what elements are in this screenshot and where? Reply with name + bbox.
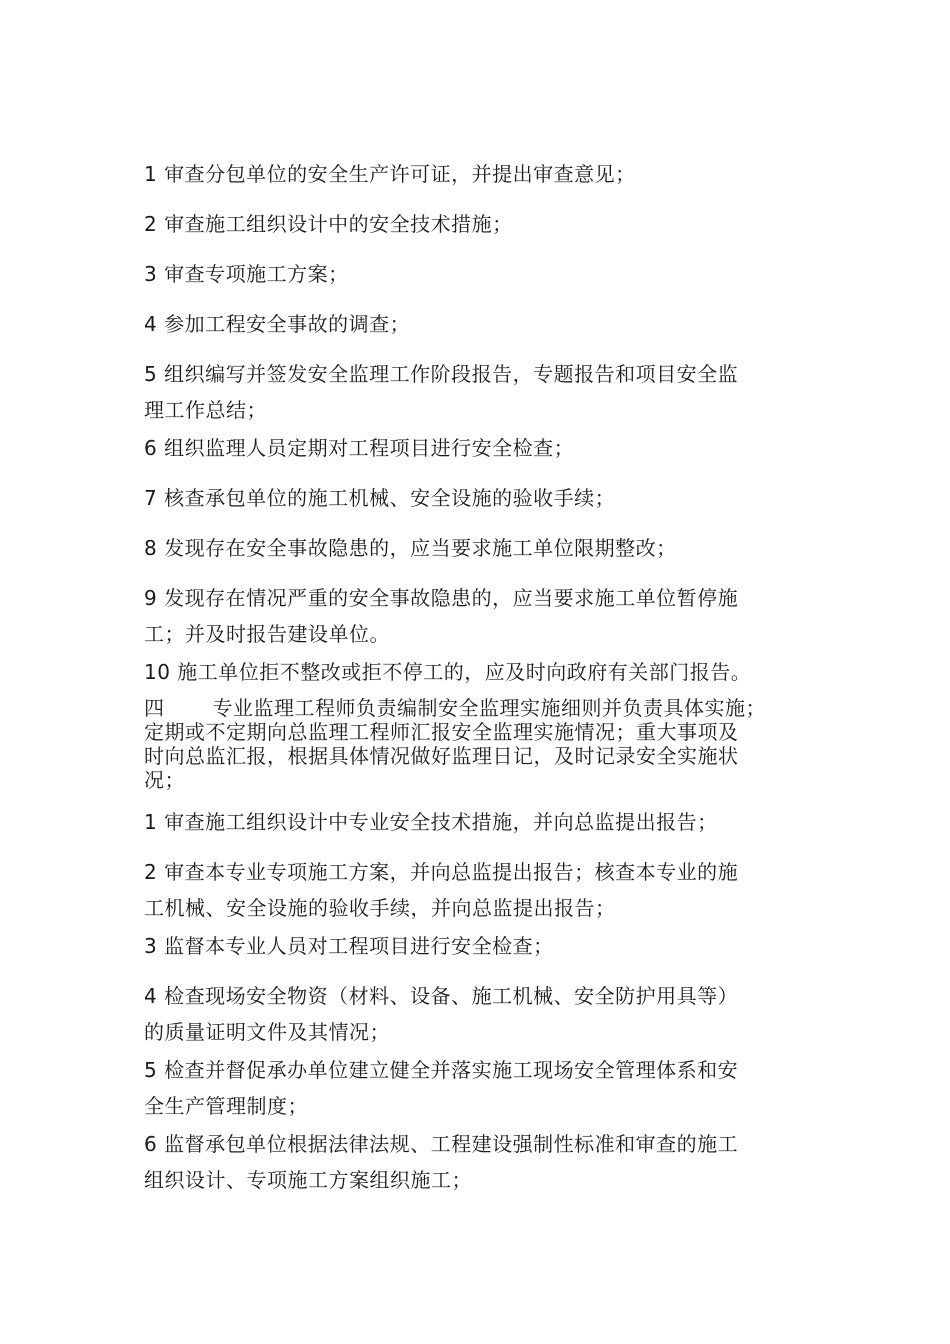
text-line: 的质量证明文件及其情况；: [144, 1020, 390, 1044]
text-line: 组织设计、专项施工方案组织施工；: [144, 1168, 472, 1192]
text-line: 6 监督承包单位根据法律法规、工程建设强制性标准和审查的施工: [144, 1132, 739, 1156]
text-line: 3 监督本专业人员对工程项目进行安全检查；: [144, 934, 554, 958]
text-line: 况；: [144, 768, 185, 792]
text-line: 5 检查并督促承办单位建立健全并落实施工现场安全管理体系和安: [144, 1058, 739, 1082]
text-line: 工；并及时报告建设单位。: [144, 622, 390, 646]
text-line: 定期或不定期向总监理工程师汇报安全监理实施情况；重大事项及: [144, 720, 739, 744]
section-number: 四: [144, 696, 165, 720]
text-line: 1 审查施工组织设计中专业安全技术措施，并向总监提出报告；: [144, 810, 718, 834]
text-line: 全生产管理制度；: [144, 1094, 308, 1118]
text-line: 9 发现存在情况严重的安全事故隐患的，应当要求施工单位暂停施: [144, 586, 739, 610]
text-line: 时向总监汇报，根据具体情况做好监理日记，及时记录安全实施状: [144, 744, 739, 768]
text-line: 7 核查承包单位的施工机械、安全设施的验收手续；: [144, 486, 616, 510]
text-line: 1 审查分包单位的安全生产许可证，并提出审查意见；: [144, 162, 636, 186]
section-text: 专业监理工程师负责编制安全监理实施细则并负责具体实施；: [212, 696, 766, 720]
text-line: 理工作总结；: [144, 398, 267, 422]
text-line: 2 审查施工组织设计中的安全技术措施；: [144, 212, 513, 236]
text-line: 5 组织编写并签发安全监理工作阶段报告，专题报告和项目安全监: [144, 362, 739, 386]
text-line: 工机械、安全设施的验收手续，并向总监提出报告；: [144, 896, 616, 920]
text-line: 10 施工单位拒不整改或拒不停工的，应及时向政府有关部门报告。: [144, 660, 752, 684]
text-line: 6 组织监理人员定期对工程项目进行安全检查；: [144, 436, 575, 460]
text-line: 8 发现存在安全事故隐患的，应当要求施工单位限期整改；: [144, 536, 677, 560]
section-four-heading: [144, 697, 824, 720]
text-line: 3 审查专项施工方案；: [144, 262, 349, 286]
text-line: 4 检查现场安全物资（材料、设备、施工机械、安全防护用具等）: [144, 984, 739, 1008]
text-line: 2 审查本专业专项施工方案，并向总监提出报告；核查本专业的施: [144, 860, 739, 884]
text-line: 4 参加工程安全事故的调查；: [144, 312, 411, 336]
